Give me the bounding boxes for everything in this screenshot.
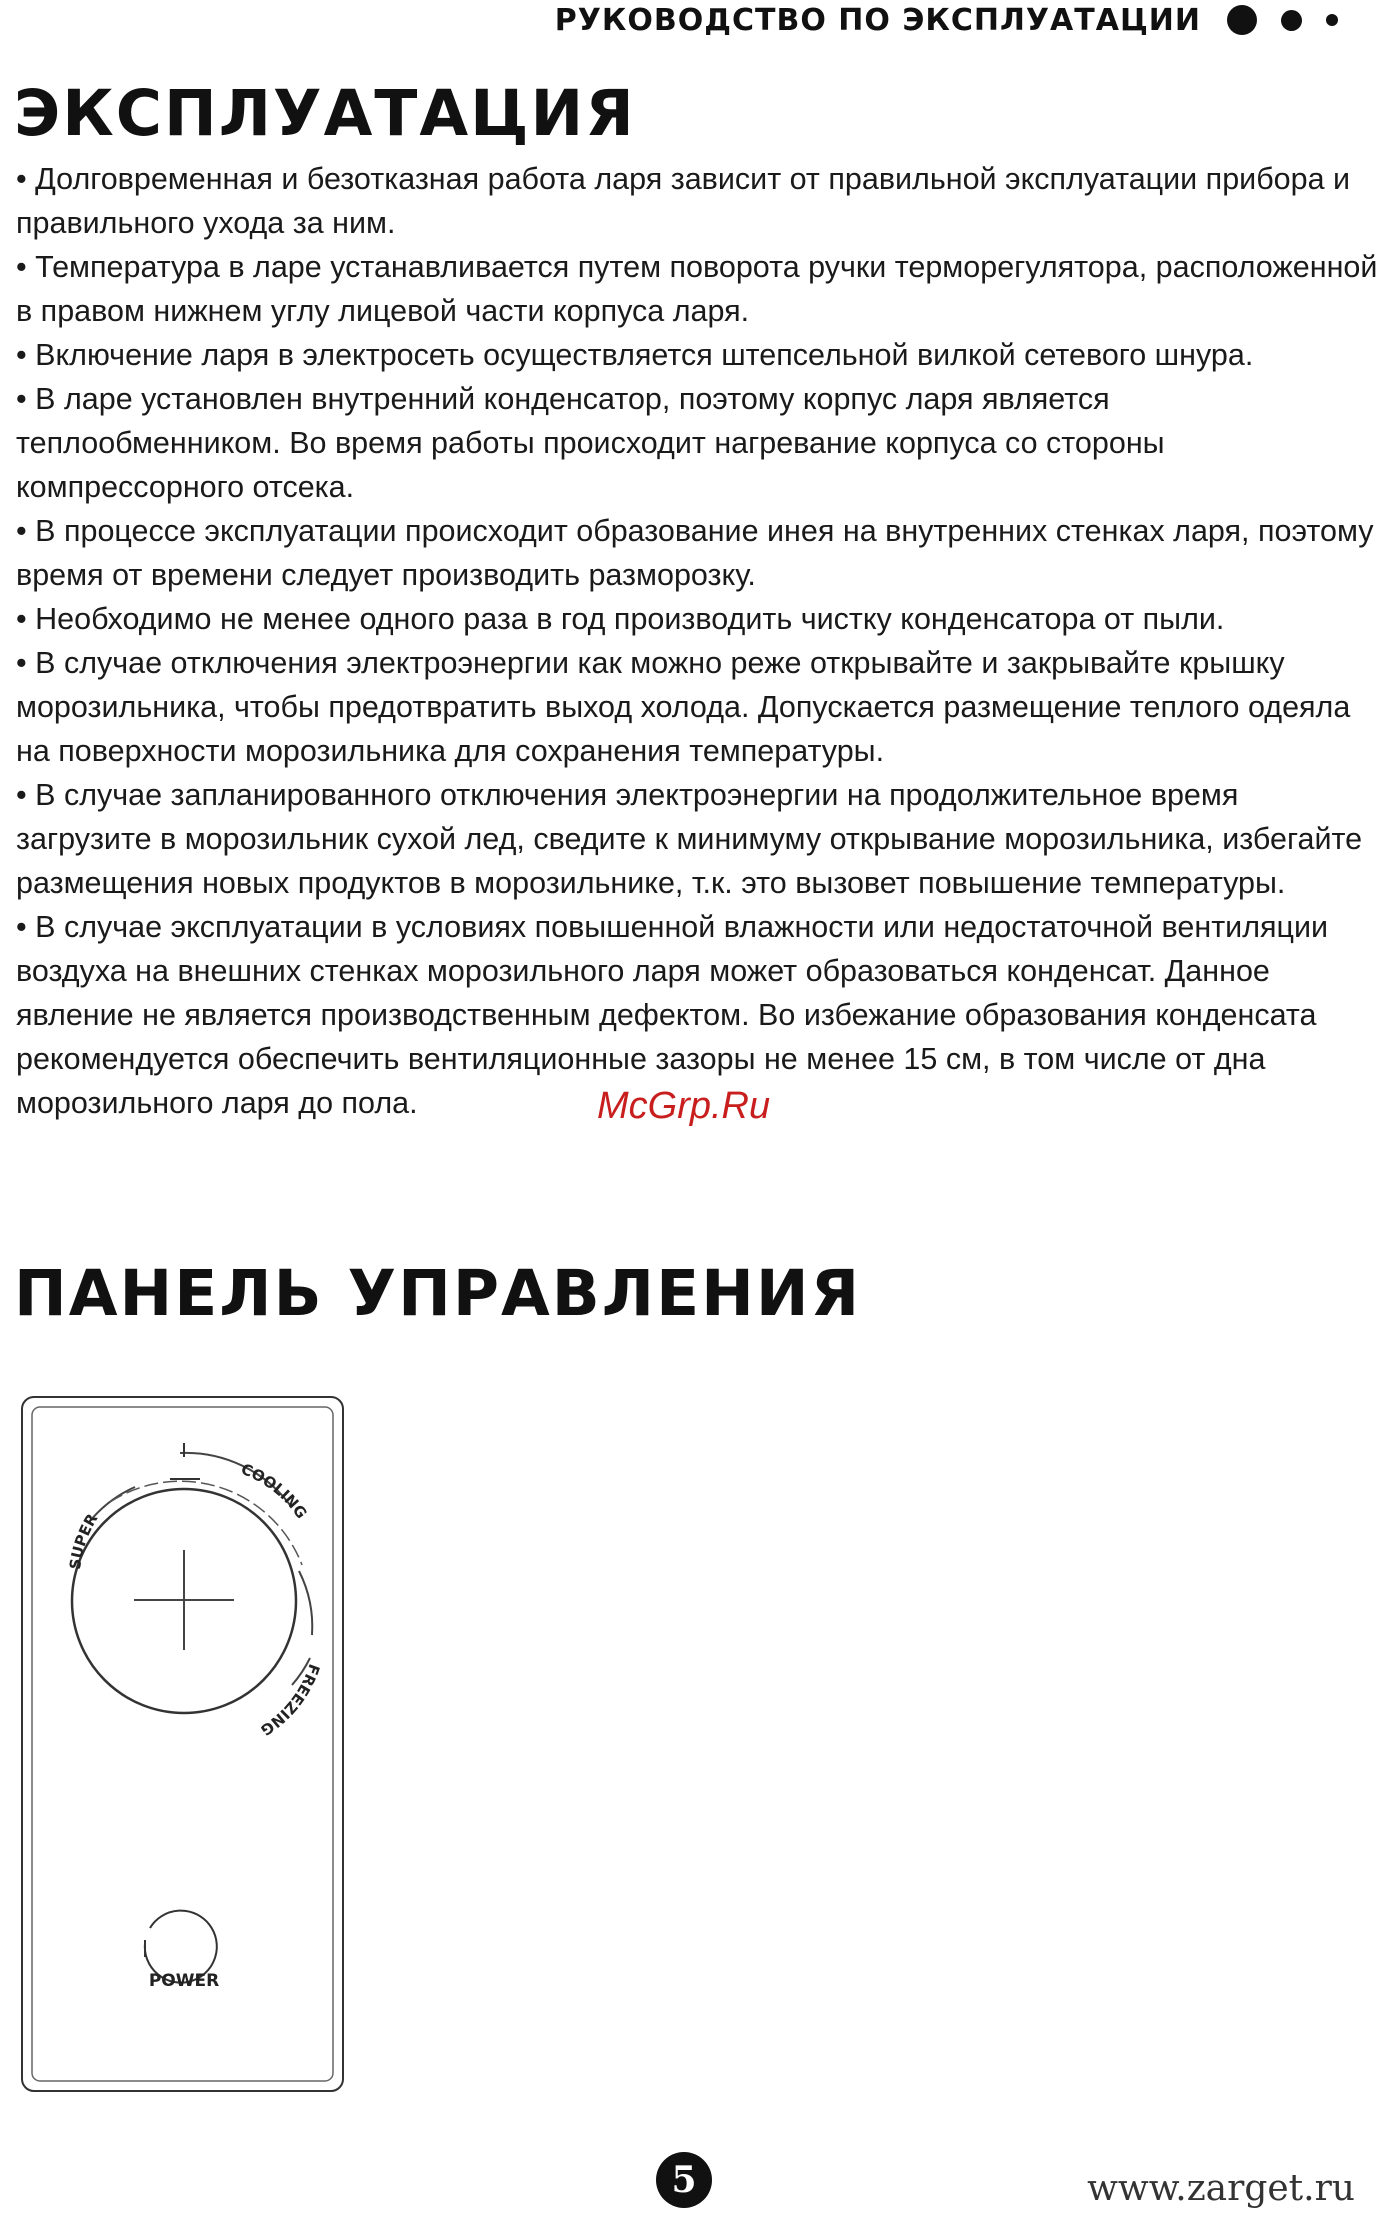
section-title-operation: ЭКСПЛУАТАЦИЯ	[14, 77, 636, 150]
header-dots	[1227, 5, 1338, 35]
section-title-control-panel: ПАНЕЛЬ УПРАВЛЕНИЯ	[14, 1257, 862, 1330]
paragraph: • В случае отключения электроэнергии как можно реже открывайте и закрывайте крышку морозильника, чтобы предотвратить выход холода. Допускается размещение теплого одеяла на поверхности морозильника для сохранения температуры.	[16, 646, 1351, 768]
paragraph: • В случае эксплуатации в условиях повышенной влажности или недостаточной вентиляции воздуха на внешних стенках морозильного ларя может образоваться конденсат. Данное явление не является производственным дефектом. Во избежание образования конденсата рекомендуется обеспечить вентиляционные зазоры не менее 15 см, в том числе от дна морозильного ларя до пола.	[16, 910, 1329, 1120]
label-freezing: FREEZING	[257, 1661, 324, 1740]
page-number: 5	[656, 2152, 712, 2208]
operation-text	[16, 157, 1381, 1125]
paragraph: • Необходимо не менее одного раза в год производить чистку конденсатора от пыли.	[16, 602, 1225, 636]
header-title: РУКОВОДСТВО ПО ЭКСПЛУАТАЦИИ	[554, 2, 1201, 38]
control-panel-drawing	[20, 1395, 345, 2093]
paragraph: • Долговременная и безотказная работа ларя зависит от правильной эксплуатации прибора и правильного ухода за ним.	[16, 162, 1351, 240]
paragraph: • В случае запланированного отключения электроэнергии на продолжительное время загрузите в морозильник сухой лед, сведите к минимуму открывание морозильника, избегайте размещения новых продуктов в морозильнике, т.к. это вызовет повышение температуры.	[16, 778, 1363, 900]
control-panel-diagram	[20, 1395, 345, 2093]
label-cooling: COOLING	[238, 1459, 311, 1522]
paragraph: • В ларе установлен внутренний конденсатор, поэтому корпус ларя является теплообменником. Во время работы происходит нагревание корпуса со стороны компрессорного отсека.	[16, 382, 1165, 504]
dot-small-icon	[1326, 14, 1338, 26]
dot-large-icon	[1227, 5, 1257, 35]
label-power: POWER	[148, 1971, 220, 1991]
label-super: SUPER	[65, 1510, 102, 1571]
dot-medium-icon	[1281, 10, 1302, 31]
website: www.zarget.ru	[1087, 2168, 1355, 2209]
paragraph: • Включение ларя в электросеть осуществляется штепсельной вилкой сетевого шнура.	[16, 338, 1254, 372]
watermark: McGrp.Ru	[597, 1085, 771, 1127]
paragraph: • Температура в ларе устанавливается путем поворота ручки терморегулятора, расположенной в правом нижнем углу лицевой части корпуса ларя.	[16, 250, 1378, 328]
paragraph: • В процессе эксплуатации происходит образование инея на внутренних стенках ларя, поэтому время от времени следует производить разморозку.	[16, 514, 1374, 592]
page-header	[555, 0, 1338, 40]
